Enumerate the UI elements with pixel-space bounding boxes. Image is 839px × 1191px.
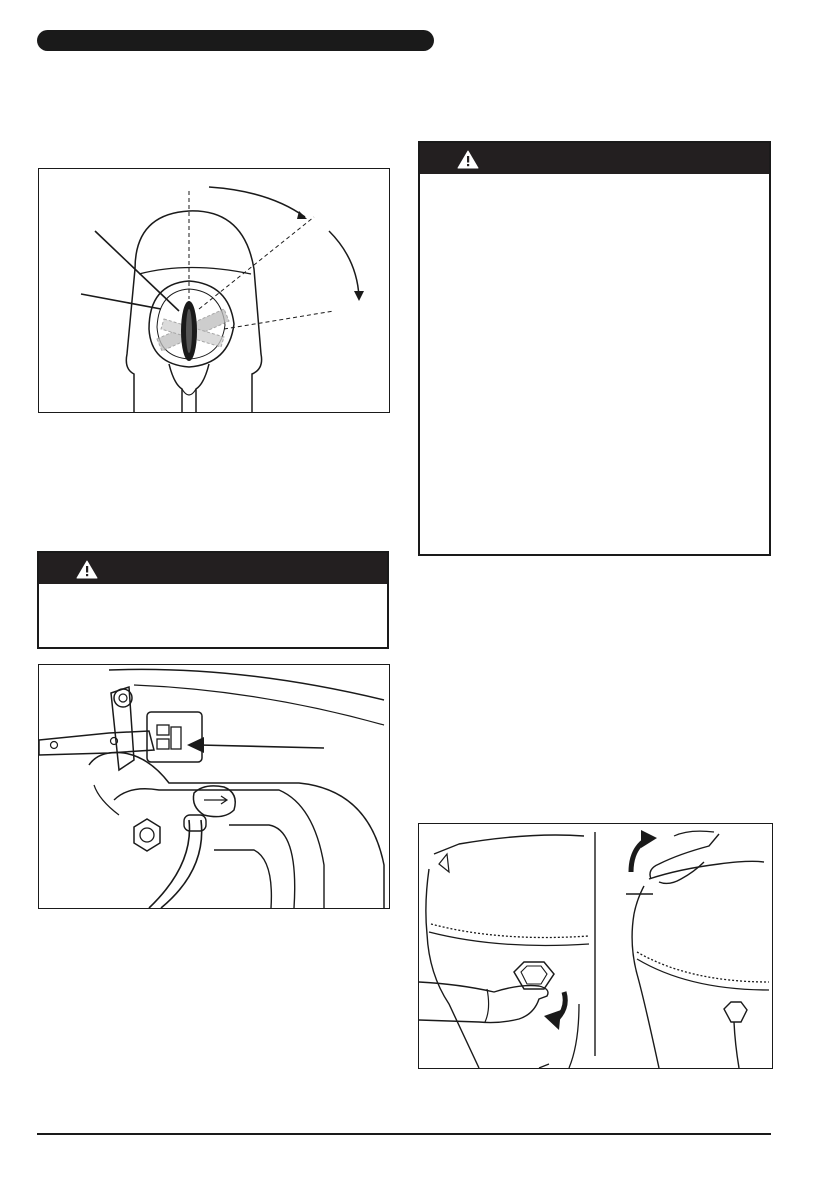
stop-switch-figure: [38, 664, 390, 909]
warning-header: [39, 553, 387, 584]
footer-rule: [37, 1133, 771, 1135]
warning-header: [420, 143, 769, 174]
stop-switch-clip-illustration: [39, 665, 389, 908]
warning-triangle-icon: [76, 560, 98, 579]
cowling-latch-release-illustration: [419, 824, 772, 1068]
warning-box-right: [418, 141, 771, 556]
cowling-latch-figure: [418, 823, 773, 1069]
key-rotation-figure: [38, 168, 390, 413]
warning-box-left: [37, 551, 389, 649]
section-header-bar: [37, 30, 434, 51]
ignition-key-turn-illustration: [39, 169, 389, 412]
warning-triangle-icon: [457, 150, 479, 169]
